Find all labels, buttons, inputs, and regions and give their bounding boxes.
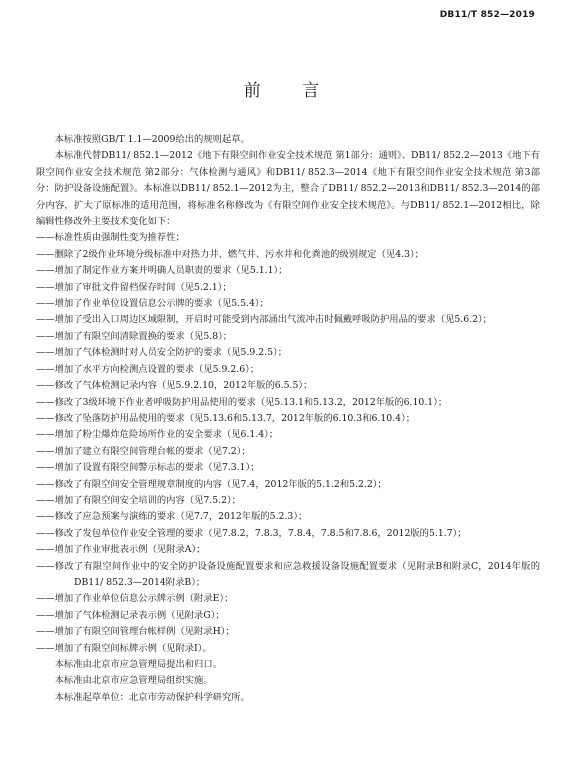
change-item: ——增加了气体检测记录表示例（见附录G）； <box>36 609 225 621</box>
change-item: ——增加了建立有限空间管理台帐的要求（见7.2）； <box>36 445 251 457</box>
change-item: ——删除了2级作业环境分级标准中对热力井、燃气井、污水井和化粪池的级别规定（见4.3）； <box>36 248 424 260</box>
change-item: ——修改了应急预案与演练的要求（见7.7，2012年版的5.2.3）； <box>36 511 308 523</box>
change-item: ——增加了设置有限空间警示标志的要求（见7.3.1）； <box>36 462 260 474</box>
paragraph-implemented-by: 本标准由北京市应急管理局组织实施。 <box>54 675 213 687</box>
change-item: ——增加了有限空间管理台帐样例（见附录H）； <box>36 626 235 638</box>
change-item: ——增加了制定作业方案并明确人员职责的要求（见5.1.1）； <box>36 265 288 277</box>
paragraph-proposed-by: 本标准由北京市应急管理局提出和归口。 <box>54 659 222 670</box>
change-item: ——增加了审批文件留档保存时间（见5.2.1）； <box>36 281 232 293</box>
standard-code: DB11/T 852—2019 <box>439 10 535 20</box>
change-item: ——增加了有限空间标牌示例（见附录I）。 <box>36 642 212 654</box>
change-item: ——修改了气体检测记录内容（见5.9.2.10，2012年版的6.5.5）； <box>36 380 313 392</box>
change-item: ——增加了水平方向检测点设置的要求（见5.9.2.6）； <box>36 363 260 375</box>
document-body <box>36 132 540 706</box>
paragraph-drafting-unit: 本标准起草单位：北京市劳动保护科学研究所。 <box>54 691 250 703</box>
paragraph-drafting-rules: 本标准按照GB/T 1.1—2009给出的规则起草。 <box>54 134 250 145</box>
change-item: ——增加了粉尘爆炸危险场所作业的安全要求（见6.1.4）； <box>36 429 279 441</box>
change-item: ——修改了有限空间安全管理规章制度的内容（见7.4，2012年版的5.1.2和5.2.2）； <box>36 478 387 490</box>
change-item: ——标准性质由强制性变为推荐性； <box>36 232 185 244</box>
change-item: ——增加了气体检测时对人员安全防护的要求（见5.9.2.5）； <box>36 347 288 359</box>
change-item: ——增加了受出入口周边区域限制，开启时可能受到内部涌出气流冲击时佩戴呼吸防护用品的要求（见5.6.2）； <box>36 314 492 326</box>
change-item: ——增加了有限空间清除置换的要求（见5.8）； <box>36 330 233 342</box>
page-title: 前 言 <box>243 81 338 101</box>
change-item: ——增加了作业审批表示例（见附录A）； <box>36 544 206 556</box>
change-item: ——增加了作业单位设置信息公示牌的要求（见5.5.4）； <box>36 298 269 310</box>
change-item: ——修改了3级环境下作业者呼吸防护用品使用的要求（见5.13.1和5.13.2，2012年版的6.10.1）； <box>36 396 448 408</box>
change-item: ——修改了发包单位作业安全管理的要求（见7.8.2，7.8.3，7.8.4，7.8.5和7.8.6，2012版的5.1.7）； <box>36 527 467 539</box>
paragraph-replacement: 本标准代替DB11/ 852.1—2012《地下有限空间作业安全技术规范 第1部分：通则》、DB11/ 852.2—2013《地下有限空间作业安全技术规范 第2部分：气体检测与通风》和DB11/ 852.3—2014《地下有限空间作业安全技术规范 第3部分：防护设备设施配置》。本标准以DB11/ 852.1—2012为主，整合了DB11/ 852.2—2013和DB11/ 852.3—2014的部分内容，扩大了原标准的适用范围，将标准名称修改为《有限空间作业安全技术规范》。与DB11/ 852.1—2012相比，除编辑性修改外主要技术变化如下： <box>36 150 540 228</box>
change-item: ——增加了有限空间安全培训的内容（见7.5.2）； <box>36 494 241 506</box>
change-item: ——增加了作业单位信息公示牌示例（附录E）； <box>36 593 234 605</box>
change-item: ——修改了有限空间作业中的安全防护设备设施配置要求和应急救援设备设施配置要求（见附录B和附录C，2014年版的DB11/ 852.3—2014附录B）； <box>36 560 540 588</box>
change-item: ——修改了坠落防护用品使用的要求（见5.13.6和5.13.7，2012年版的6.10.3和6.10.4）； <box>36 412 416 424</box>
